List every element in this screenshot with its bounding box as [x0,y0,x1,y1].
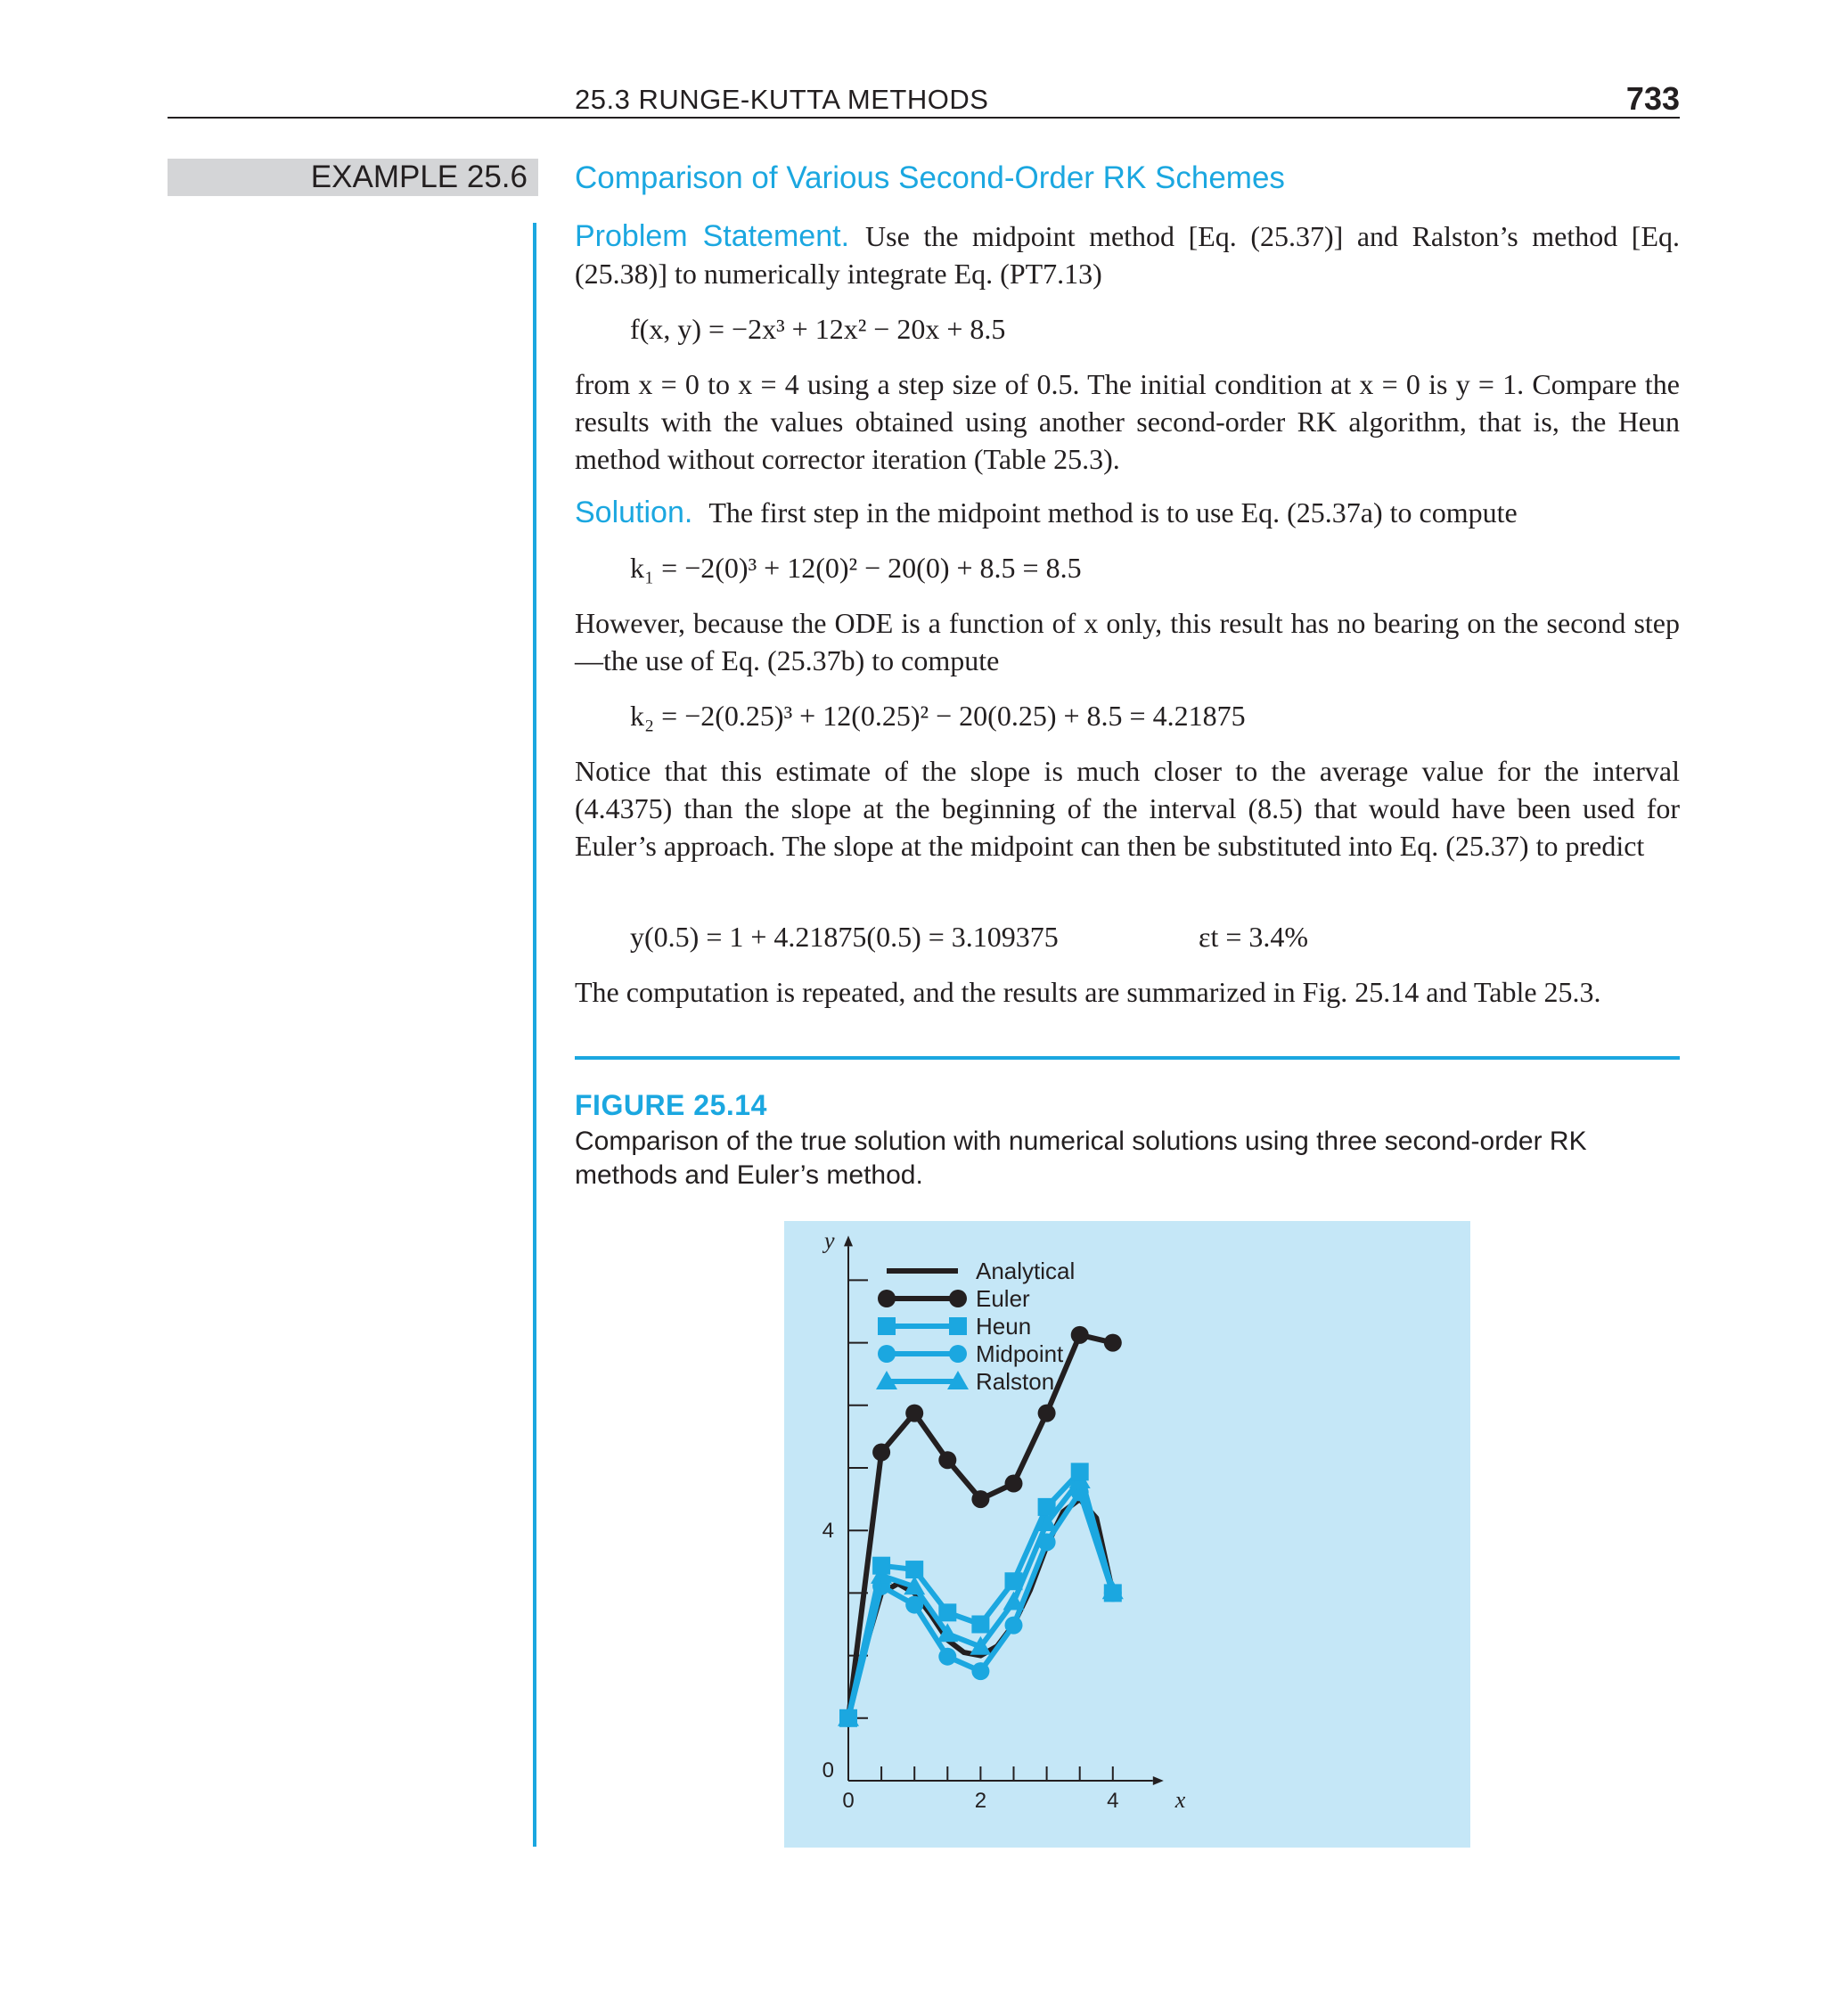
equation-k1: k₁ = −2(0)³ + 12(0)² − 20(0) + 8.5 = 8.5 [630,552,1082,584]
legend-midpoint-marker [949,1345,967,1363]
series-heun-point [872,1557,890,1575]
x-tick-label: 2 [974,1789,987,1813]
example-label: EXAMPLE 25.6 [310,160,528,194]
legend-ralston-label: Ralston [976,1368,1055,1395]
legend-midpoint-label: Midpoint [976,1340,1064,1367]
series-euler-point [1104,1334,1122,1352]
series-heun-point [839,1709,857,1727]
series-heun-point [1071,1463,1089,1480]
series-midpoint-point [1005,1617,1023,1635]
series-midpoint-line [848,1492,1113,1717]
example-title: Comparison of Various Second-Order RK Schemes [575,160,1285,195]
paragraph-ode: However, because the ODE is a function of x only, this result has no bearing on the second step—the use of Eq. (25.37b) to compute [575,607,1680,676]
y-tick-label: 0 [822,1758,834,1782]
series-heun-point [938,1603,956,1621]
series-midpoint-point [971,1662,989,1680]
problem-lead: Problem Statement. [575,219,850,253]
page-number: 733 [1625,80,1680,117]
legend-heun-marker [949,1317,967,1335]
series-euler-point [872,1443,890,1461]
legend-analytical-label: Analytical [976,1258,1076,1284]
solution-lead: Solution. [575,496,693,529]
series-midpoint-point [938,1648,956,1666]
equation-k2: k₂ = −2(0.25)³ + 12(0.25)² − 20(0.25) + 8.5 = 4.21875 [630,700,1246,732]
paragraph-slope: Notice that this estimate of the slope is much closer to the average value for the interval (4.4375) than the slope at the beginning of the interval (8.5) that would have been used for Euler’s approach. The slope at the midpoint can then be substituted into Eq. (25.37) to predict [575,755,1680,862]
legend-euler-marker [878,1290,896,1307]
x-axis-label: x [1174,1787,1186,1813]
solution-text: The first step in the midpoint method is to use Eq. (25.37a) to compute [708,496,1518,529]
figure-chart [784,1221,1470,1848]
legend-midpoint-marker [878,1345,896,1363]
series-heun-line [848,1471,1113,1717]
figure-caption: Comparison of the true solution with numerical solutions using three second-order RK methods and Euler’s method. [575,1127,1587,1190]
solution-paragraph [575,494,1680,531]
figure-rule [575,1056,1680,1060]
series-euler-point [1071,1326,1089,1344]
legend-heun-label: Heun [976,1313,1032,1340]
equation-f: f(x, y) = −2x³ + 12x² − 20x + 8.5 [630,313,1006,345]
x-tick-label: 0 [842,1789,855,1813]
x-axis-arrow [1153,1776,1164,1785]
paragraph-initial-condition: from x = 0 to x = 4 using a step size of 0.5. The initial condition at x = 0 is y = 1. Compare the results with the values obtained using another second-order RK algorithm, that is, the Heun method without corrector iteration (Table 25.3). [575,368,1680,475]
equation-y05: y(0.5) = 1 + 4.21875(0.5) = 3.109375 [630,921,1059,953]
problem-text: Use the midpoint method [Eq. (25.37)] and Ralston’s method [Eq. (25.38)] to numerically integrate Eq. (PT7.13) [575,220,1680,290]
series-heun-point [1038,1498,1056,1516]
problem-statement [575,217,1680,292]
figure-label: FIGURE 25.14 [575,1089,767,1121]
series-heun-point [971,1616,989,1634]
series-euler-point [905,1405,923,1422]
y-axis-arrow [844,1235,853,1246]
series-euler-point [1005,1475,1023,1493]
series-euler-point [1038,1405,1056,1422]
y-axis-label: y [824,1227,835,1254]
paragraph-summary: The computation is repeated, and the results are summarized in Fig. 25.14 and Table 25.3. [575,976,1601,1008]
series-heun-point [905,1561,923,1578]
series-ralston-line [848,1480,1113,1718]
equation-error: εt = 3.4% [1199,921,1309,953]
series-euler-point [971,1490,989,1508]
legend-euler-marker [949,1290,967,1307]
chart-svg [784,1221,1470,1848]
legend-heun-marker [878,1317,896,1335]
series-heun-point [1104,1584,1122,1602]
legend-euler-label: Euler [976,1285,1030,1312]
y-tick-label: 4 [822,1519,834,1544]
header-rule [168,117,1680,119]
example-sidebar-rule [533,223,536,1847]
series-analytical-line [848,1499,1113,1718]
series-heun-point [1005,1572,1023,1590]
series-euler-point [938,1451,956,1469]
running-title: 25.3 RUNGE-KUTTA METHODS [575,84,989,115]
x-tick-label: 4 [1107,1789,1119,1813]
